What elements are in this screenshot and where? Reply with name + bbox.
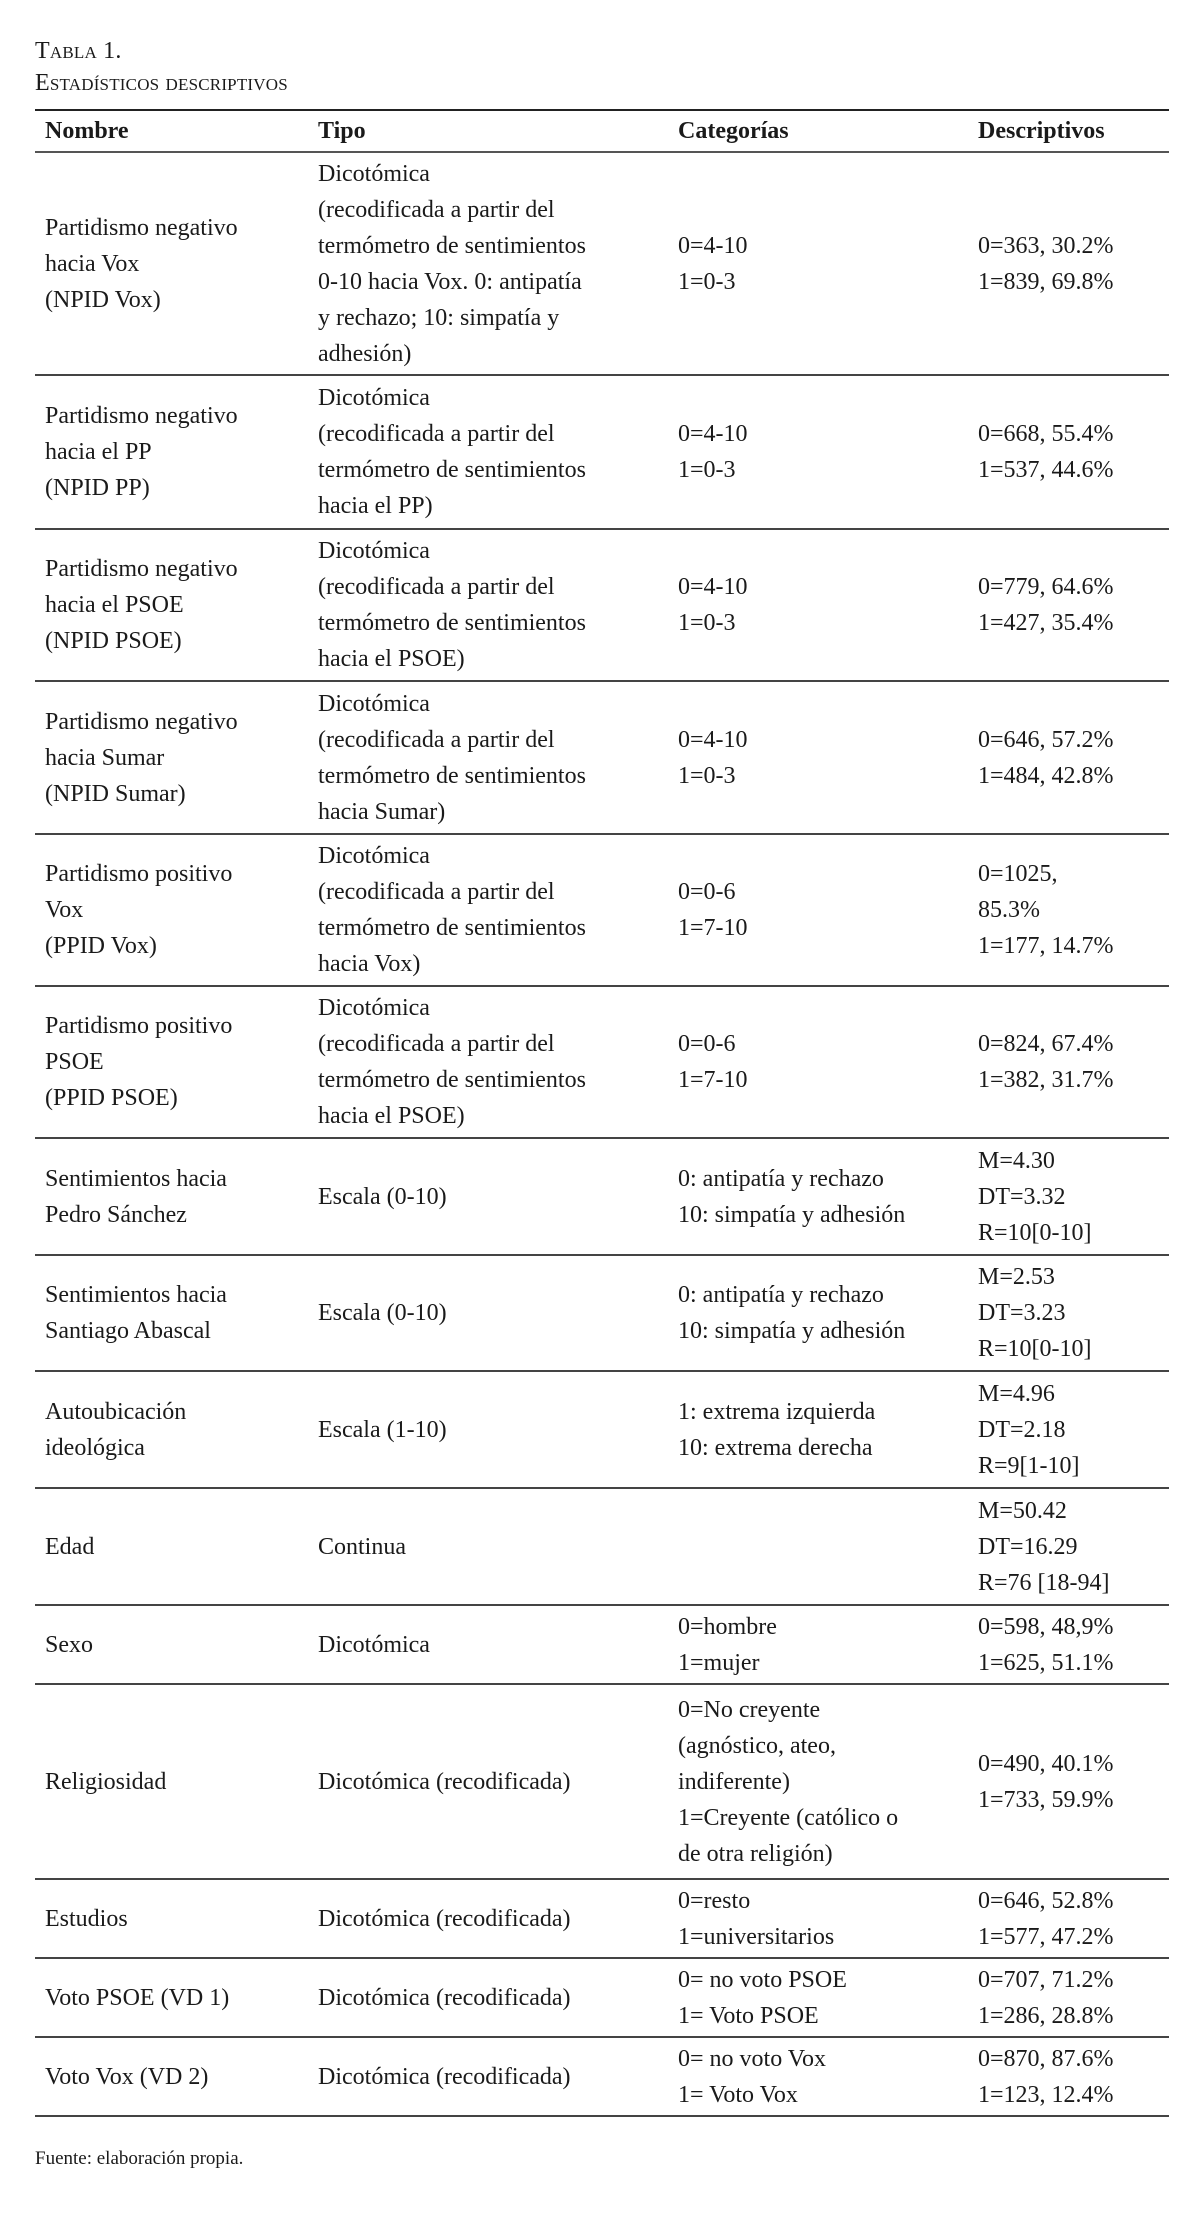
cell-nombre: Religiosidad [45,1768,167,1795]
descriptive-statistics-table [35,109,1169,2117]
table-row [35,1371,1169,1488]
cell-tipo: Dicotómica (recodificada a partir del termómetro de sentimientos hacia el PSOE) [318,995,586,1129]
cell-descriptivos: 0=490, 40.1% 1=733, 59.9% [978,1750,1114,1813]
header-tipo: Tipo [318,118,366,144]
table-row [35,1684,1169,1879]
table-number: Tabla 1. [35,38,122,64]
cell-categorias: 0=4-10 1=0-3 [678,726,748,789]
cell-tipo: Escala (1-10) [318,1416,447,1443]
cell-categorias: 0=0-6 1=7-10 [678,879,748,941]
table-row [35,834,1169,986]
table-row [35,1138,1169,1255]
cell-tipo: Dicotómica (recodificada) [318,2063,571,2090]
table-row [35,152,1169,375]
cell-descriptivos: M=50.42 DT=16.29 R=76 [18-94] [978,1497,1110,1596]
cell-descriptivos: M=2.53 DT=3.23 R=10[0-10] [978,1264,1092,1362]
cell-nombre: Partidismo negativo hacia el PSOE (NPID PSOE) [45,556,238,654]
cell-tipo: Dicotómica (recodificada) [318,1984,571,2011]
table-row [35,1255,1169,1371]
table-title: Estadísticos descriptivos [35,70,288,96]
header-descriptivos: Descriptivos [978,118,1105,144]
cell-descriptivos: 0=824, 67.4% 1=382, 31.7% [978,1031,1114,1093]
cell-nombre: Partidismo positivo Vox (PPID Vox) [45,861,233,959]
cell-nombre: Estudios [45,1905,128,1932]
cell-nombre: Partidismo negativo hacia Sumar (NPID Sumar) [45,708,238,807]
source-note: Fuente: elaboración propia. [35,2148,244,2169]
cell-categorias: 0: antipatía y rechazo 10: simpatía y adhesión [678,1282,906,1344]
cell-tipo: Continua [318,1533,406,1560]
table-row [35,1958,1169,2037]
cell-nombre: Partidismo positivo PSOE (PPID PSOE) [45,1013,233,1111]
cell-categorias: 0=4-10 1=0-3 [678,574,748,636]
table-row [35,681,1169,834]
cell-nombre: Sentimientos hacia Santiago Abascal [45,1282,227,1344]
cell-descriptivos: 0=598, 48,9% 1=625, 51.1% [978,1613,1114,1676]
cell-nombre: Edad [45,1533,95,1560]
cell-descriptivos: 0=646, 57.2% 1=484, 42.8% [978,726,1114,789]
cell-categorias: 0=0-6 1=7-10 [678,1031,748,1093]
cell-tipo: Dicotómica (recodificada) [318,1768,571,1795]
cell-descriptivos: M=4.30 DT=3.32 R=10[0-10] [978,1147,1092,1246]
cell-categorias [668,1488,968,1605]
cell-tipo: Dicotómica (recodificada a partir del termómetro de sentimientos hacia el PP) [318,385,586,519]
table-row [35,1488,1169,1605]
cell-descriptivos: 0=646, 52.8% 1=577, 47.2% [978,1887,1114,1950]
table-row [35,529,1169,681]
cell-descriptivos: 0=1025, 85.3% 1=177, 14.7% [978,861,1114,959]
cell-descriptivos: 0=870, 87.6% 1=123, 12.4% [978,2045,1114,2108]
table-row [35,1879,1169,1958]
cell-descriptivos: M=4.96 DT=2.18 R=9[1-10] [978,1380,1080,1479]
cell-nombre: Partidismo negativo hacia el PP (NPID PP) [45,403,238,501]
cell-categorias: 1: extrema izquierda 10: extrema derecha [678,1398,876,1461]
cell-tipo: Dicotómica [318,1631,430,1658]
cell-tipo: Dicotómica (recodificada a partir del termómetro de sentimientos hacia Sumar) [318,690,586,825]
cell-tipo: Escala (0-10) [318,1300,447,1326]
cell-categorias: 0=No creyente (agnóstico, ateo, indiferente) 1=Creyente (católico o de otra religión) [678,1696,899,1867]
cell-nombre: Partidismo negativo hacia Vox (NPID Vox) [45,214,238,313]
table-row [35,2037,1169,2116]
cell-categorias: 0=4-10 1=0-3 [678,232,748,295]
cell-tipo: Dicotómica (recodificada) [318,1905,571,1932]
cell-categorias: 0=resto 1=universitarios [678,1887,835,1950]
cell-nombre: Autoubicación ideológica [45,1398,187,1461]
cell-tipo: Dicotómica (recodificada a partir del termómetro de sentimientos hacia Vox) [318,843,586,977]
cell-tipo: Escala (0-10) [318,1183,447,1210]
table-row [35,1605,1169,1684]
cell-categorias: 0= no voto PSOE 1= Voto PSOE [678,1966,847,2029]
cell-nombre: Voto PSOE (VD 1) [45,1984,230,2011]
cell-categorias: 0: antipatía y rechazo 10: simpatía y adhesión [678,1165,906,1228]
cell-descriptivos: 0=779, 64.6% 1=427, 35.4% [978,574,1114,636]
cell-descriptivos: 0=707, 71.2% 1=286, 28.8% [978,1966,1114,2029]
cell-descriptivos: 0=668, 55.4% 1=537, 44.6% [978,421,1114,483]
cell-categorias: 0=hombre 1=mujer [678,1613,777,1676]
header-categorias: Categorías [678,118,789,144]
table-row [35,375,1169,529]
cell-tipo: Dicotómica (recodificada a partir del termómetro de sentimientos hacia el PSOE) [318,538,586,672]
cell-descriptivos: 0=363, 30.2% 1=839, 69.8% [978,232,1114,295]
cell-nombre: Voto Vox (VD 2) [45,2063,209,2090]
header-nombre: Nombre [45,118,129,144]
cell-tipo: Dicotómica (recodificada a partir del termómetro de sentimientos 0-10 hacia Vox. 0: antipatía y rechazo; 10: simpatía y adhesión) [318,160,586,367]
table-row [35,986,1169,1138]
cell-nombre: Sexo [45,1631,93,1658]
cell-nombre: Sentimientos hacia Pedro Sánchez [45,1165,227,1228]
cell-categorias: 0=4-10 1=0-3 [678,421,748,483]
header-row [35,110,1169,152]
table-body [35,152,1169,2116]
cell-categorias: 0= no voto Vox 1= Voto Vox [678,2045,827,2108]
